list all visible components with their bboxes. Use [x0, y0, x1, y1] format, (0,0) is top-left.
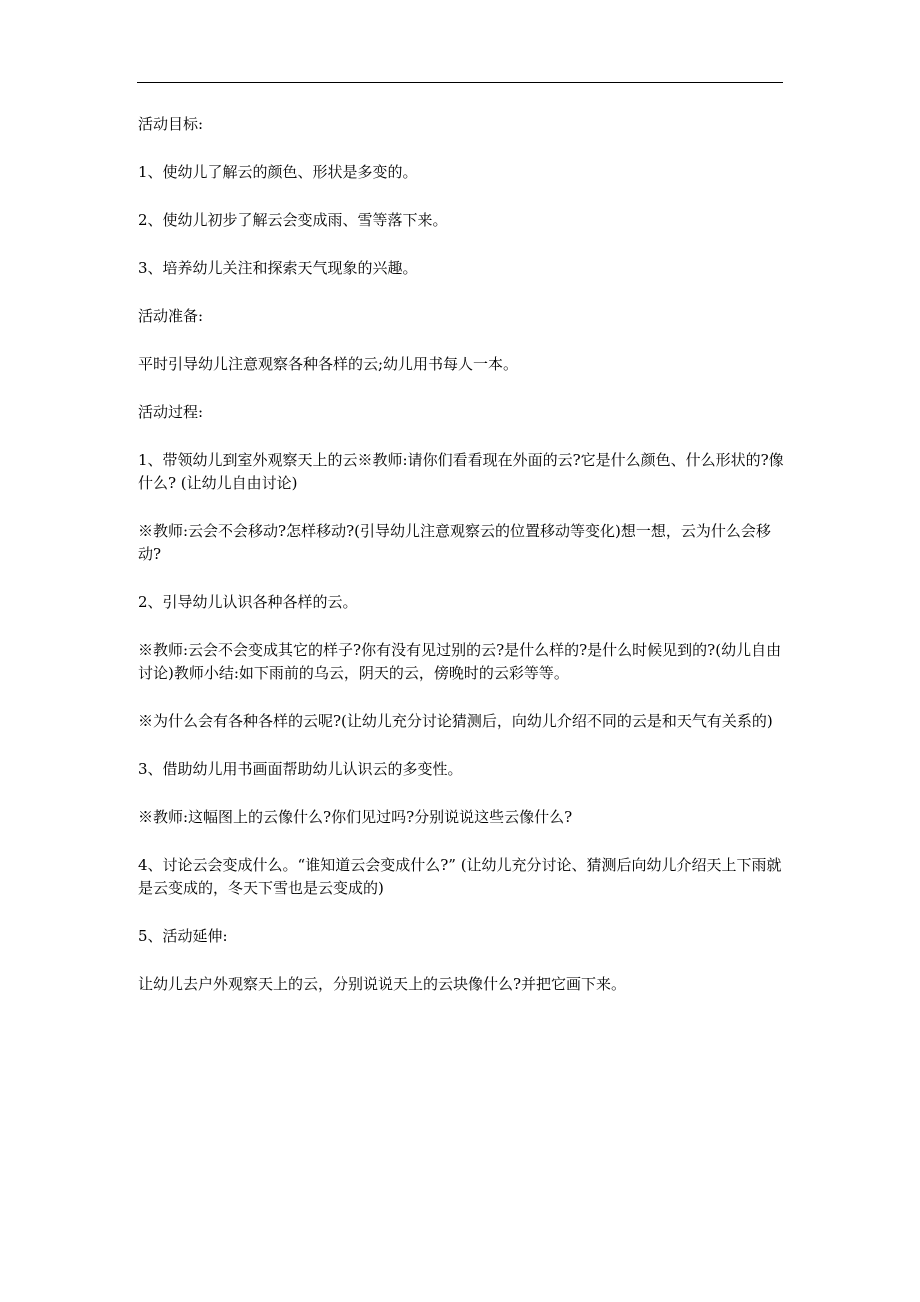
header-rule: [137, 82, 783, 83]
process-note-2: ※教师:云会不会变成其它的样子?你有没有见过别的云?是什么样的?是什么时候见到的?(幼儿自由讨论)教师小结:如下雨前的乌云，阴天的云，傍晚时的云彩等等。: [138, 641, 782, 682]
process-note-3: ※为什么会有各种各样的云呢?(让幼儿充分讨论猜测后，向幼儿介绍不同的云是和天气有关系的): [138, 712, 773, 730]
section-heading-process: 活动过程:: [138, 403, 204, 421]
process-step-5: 5、活动延伸:: [138, 927, 228, 945]
section-heading-goals: 活动目标:: [138, 115, 204, 133]
process-step-3: 3、借助幼儿用书画面帮助幼儿认识云的多变性。: [138, 760, 463, 778]
goal-item-2: 2、使幼儿初步了解云会变成雨、雪等落下来。: [138, 211, 448, 229]
process-step-1: 1、带领幼儿到室外观察天上的云※教师:请你们看看现在外面的云?它是什么颜色、什么形状的?像什么? (让幼儿自由讨论): [138, 451, 784, 492]
process-note-1: ※教师:云会不会移动?怎样移动?(引导幼儿注意观察云的位置移动等变化)想一想，云为什么会移动?: [138, 522, 771, 563]
process-step-2: 2、引导幼儿认识各种各样的云。: [138, 593, 358, 611]
extension-text: 让幼儿去户外观察天上的云，分别说说天上的云块像什么?并把它画下来。: [138, 975, 627, 993]
section-heading-preparation: 活动准备:: [138, 307, 204, 325]
process-note-4: ※教师:这幅图上的云像什么?你们见过吗?分别说说这些云像什么?: [138, 808, 573, 826]
document-body: [138, 113, 784, 1021]
goal-item-3: 3、培养幼儿关注和探索天气现象的兴趣。: [138, 259, 418, 277]
preparation-text: 平时引导幼儿注意观察各种各样的云;幼儿用书每人一本。: [138, 355, 519, 373]
goal-item-1: 1、使幼儿了解云的颜色、形状是多变的。: [138, 163, 418, 181]
process-step-4: 4、讨论云会变成什么。“谁知道云会变成什么?” (让幼儿充分讨论、猜测后向幼儿介绍天上下雨就是云变成的，冬天下雪也是云变成的): [138, 856, 782, 897]
